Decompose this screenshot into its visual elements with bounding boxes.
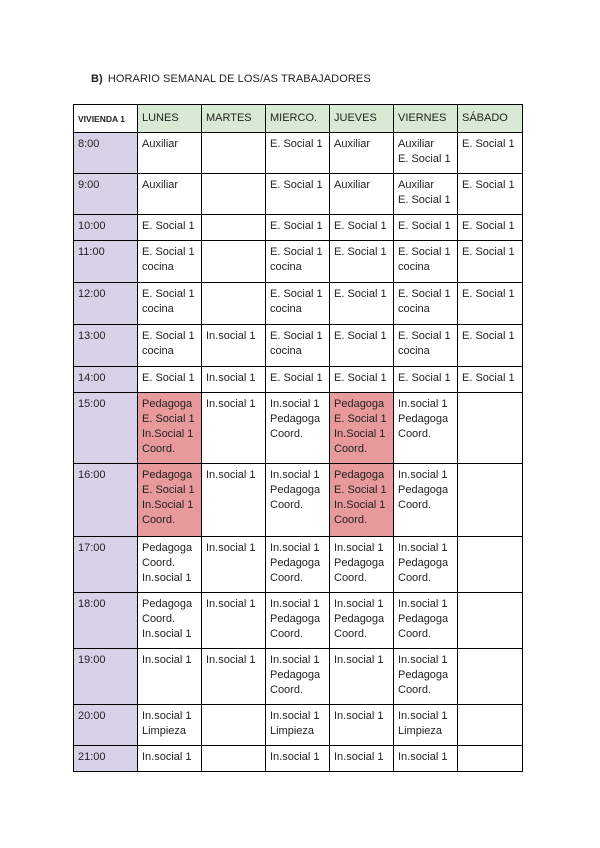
cell-line: In.social 1: [398, 598, 448, 610]
cell-line: E. Social 1: [398, 194, 451, 206]
schedule-cell: [394, 325, 458, 367]
cell-line: Coord.: [398, 572, 432, 584]
cell-line: In.social 1: [142, 751, 192, 763]
cell-line: E. Social 1: [142, 372, 195, 384]
time-cell: 16:00: [74, 464, 138, 537]
schedule-cell: [394, 367, 458, 393]
cell-line: E. Social 1: [270, 220, 323, 232]
cell-line: cocina: [398, 303, 430, 315]
schedule-cell: [266, 593, 330, 649]
cell-line: In.social 1: [270, 542, 320, 554]
schedule-cell: [458, 174, 523, 215]
table-row: [74, 133, 523, 174]
cell-line: In.social 1: [270, 598, 320, 610]
schedule-cell: [458, 393, 523, 464]
cell-line: E. Social 1: [142, 413, 195, 425]
cell-line: In.social 1: [270, 398, 320, 410]
schedule-cell: [138, 746, 202, 772]
schedule-cell: [266, 649, 330, 705]
schedule-cell: [266, 393, 330, 464]
cell-line: Pedagoga: [334, 557, 385, 569]
cell-line: E. Social 1: [398, 372, 451, 384]
cell-line: In.social 1: [334, 654, 384, 666]
cell-line: Auxiliar: [334, 179, 371, 191]
time-cell: 20:00: [74, 705, 138, 746]
schedule-cell: [330, 215, 394, 241]
cell-line: Coord.: [270, 572, 304, 584]
schedule-cell: [202, 283, 266, 325]
cell-line: cocina: [398, 345, 430, 357]
schedule-cell: [394, 593, 458, 649]
schedule-cell: [266, 537, 330, 593]
schedule-cell: [330, 367, 394, 393]
cell-line: Pedagoga: [270, 613, 321, 625]
schedule-cell: [266, 283, 330, 325]
table-row: [74, 593, 523, 649]
schedule-cell: [266, 325, 330, 367]
schedule-cell: [458, 593, 523, 649]
table-row: [74, 367, 523, 393]
cell-line: In.social 1: [142, 654, 192, 666]
cell-line: In.social 1: [398, 542, 448, 554]
time-cell: 21:00: [74, 746, 138, 772]
cell-line: Coord.: [334, 443, 368, 455]
schedule-cell: [266, 746, 330, 772]
cell-line: Pedagoga: [270, 669, 321, 681]
schedule-cell: [138, 174, 202, 215]
schedule-cell: [394, 746, 458, 772]
schedule-cell: [266, 464, 330, 537]
cell-line: In.social 1: [270, 751, 320, 763]
cell-line: Pedagoga: [334, 469, 385, 481]
cell-line: E. Social 1: [398, 330, 451, 342]
section-title-text: HORARIO SEMANAL DE LOS/AS TRABAJADORES: [107, 73, 371, 85]
schedule-table: [73, 104, 523, 772]
table-row: [74, 241, 523, 283]
cell-line: E. Social 1: [270, 179, 323, 191]
time-cell: 10:00: [74, 215, 138, 241]
time-cell: 11:00: [74, 241, 138, 283]
cell-line: Pedagoga: [142, 469, 193, 481]
cell-line: Pedagoga: [398, 484, 449, 496]
cell-line: In.social 1: [334, 542, 384, 554]
cell-line: Coord.: [334, 572, 368, 584]
cell-line: E. Social 1: [270, 246, 323, 258]
cell-line: E. Social 1: [398, 246, 451, 258]
cell-line: In.social 1: [142, 572, 192, 584]
cell-line: E. Social 1: [270, 330, 323, 342]
cell-line: In.Social 1: [142, 499, 194, 511]
day-header: SÁBADO: [458, 105, 523, 133]
cell-line: In.social 1: [206, 598, 256, 610]
cell-line: E. Social 1: [398, 220, 451, 232]
time-cell: 19:00: [74, 649, 138, 705]
schedule-cell: [202, 215, 266, 241]
cell-line: cocina: [142, 261, 174, 273]
corner-cell: VIVIENDA 1: [74, 105, 138, 133]
cell-line: cocina: [142, 303, 174, 315]
section-title: [91, 73, 371, 85]
cell-line: Coord.: [398, 499, 432, 511]
time-cell: 18:00: [74, 593, 138, 649]
schedule-cell: [266, 215, 330, 241]
schedule-cell: [330, 174, 394, 215]
cell-line: Coord.: [270, 499, 304, 511]
schedule-cell: [138, 464, 202, 537]
cell-line: E. Social 1: [462, 138, 515, 150]
cell-line: E. Social 1: [142, 246, 195, 258]
schedule-cell: [458, 537, 523, 593]
cell-line: In.social 1: [398, 710, 448, 722]
cell-line: E. Social 1: [142, 330, 195, 342]
cell-line: In.social 1: [142, 628, 192, 640]
cell-line: E. Social 1: [270, 288, 323, 300]
schedule-cell: [458, 649, 523, 705]
cell-line: cocina: [270, 303, 302, 315]
table-row: [74, 215, 523, 241]
schedule-cell: [330, 537, 394, 593]
cell-line: E. Social 1: [462, 220, 515, 232]
cell-line: Coord.: [398, 684, 432, 696]
schedule-cell: [266, 133, 330, 174]
cell-line: E. Social 1: [462, 372, 515, 384]
schedule-cell: [202, 393, 266, 464]
cell-line: Coord.: [334, 514, 368, 526]
table-row: [74, 649, 523, 705]
cell-line: Coord.: [334, 628, 368, 640]
schedule-cell: [458, 241, 523, 283]
cell-line: In.social 1: [206, 372, 256, 384]
schedule-cell: [138, 705, 202, 746]
cell-line: In.social 1: [398, 469, 448, 481]
cell-line: E. Social 1: [398, 153, 451, 165]
schedule-cell: [266, 705, 330, 746]
cell-line: In.social 1: [334, 710, 384, 722]
schedule-cell: [138, 133, 202, 174]
table-row: [74, 537, 523, 593]
schedule-cell: [138, 367, 202, 393]
cell-line: Coord.: [142, 514, 176, 526]
schedule-cell: [330, 393, 394, 464]
cell-line: Pedagoga: [142, 542, 193, 554]
time-cell: 15:00: [74, 393, 138, 464]
cell-line: E. Social 1: [334, 413, 387, 425]
schedule-cell: [458, 283, 523, 325]
schedule-cell: [458, 705, 523, 746]
cell-line: E. Social 1: [334, 372, 387, 384]
cell-line: E. Social 1: [462, 246, 515, 258]
cell-line: Coord.: [398, 628, 432, 640]
cell-line: Pedagoga: [398, 557, 449, 569]
table-row: [74, 174, 523, 215]
cell-line: Pedagoga: [398, 613, 449, 625]
cell-line: In.social 1: [398, 654, 448, 666]
cell-line: E. Social 1: [270, 138, 323, 150]
cell-line: Pedagoga: [398, 413, 449, 425]
schedule-cell: [266, 174, 330, 215]
time-cell: 17:00: [74, 537, 138, 593]
cell-line: In.social 1: [270, 654, 320, 666]
table-row: [74, 325, 523, 367]
cell-line: cocina: [398, 261, 430, 273]
schedule-cell: [394, 649, 458, 705]
cell-line: E. Social 1: [334, 246, 387, 258]
schedule-cell: [138, 241, 202, 283]
schedule-cell: [138, 325, 202, 367]
schedule-cell: [330, 593, 394, 649]
schedule-cell: [394, 133, 458, 174]
schedule-cell: [138, 393, 202, 464]
cell-line: In.social 1: [270, 710, 320, 722]
schedule-cell: [202, 705, 266, 746]
day-header: MARTES: [202, 105, 266, 133]
cell-line: E. Social 1: [462, 288, 515, 300]
schedule-cell: [458, 325, 523, 367]
cell-line: E. Social 1: [334, 484, 387, 496]
cell-line: Coord.: [142, 557, 176, 569]
time-cell: 9:00: [74, 174, 138, 215]
schedule-cell: [394, 215, 458, 241]
schedule-cell: [202, 593, 266, 649]
cell-line: Auxiliar: [142, 138, 179, 150]
table-row: [74, 705, 523, 746]
schedule-cell: [458, 215, 523, 241]
schedule-cell: [266, 367, 330, 393]
schedule-cell: [330, 705, 394, 746]
schedule-cell: [458, 133, 523, 174]
cell-line: cocina: [142, 345, 174, 357]
cell-line: In.social 1: [206, 654, 256, 666]
schedule-cell: [202, 133, 266, 174]
day-header: LUNES: [138, 105, 202, 133]
cell-line: In.social 1: [206, 469, 256, 481]
schedule-cell: [458, 746, 523, 772]
cell-line: In.Social 1: [334, 428, 386, 440]
cell-line: Pedagoga: [270, 413, 321, 425]
schedule-cell: [330, 325, 394, 367]
schedule-cell: [266, 241, 330, 283]
cell-line: Auxiliar: [398, 138, 435, 150]
cell-line: E. Social 1: [462, 330, 515, 342]
schedule-cell: [138, 215, 202, 241]
cell-line: E. Social 1: [334, 330, 387, 342]
cell-line: In.social 1: [398, 751, 448, 763]
schedule-cell: [202, 649, 266, 705]
cell-line: Pedagoga: [142, 598, 193, 610]
cell-line: Pedagoga: [334, 613, 385, 625]
schedule-cell: [202, 241, 266, 283]
cell-line: Coord.: [270, 684, 304, 696]
schedule-cell: [458, 367, 523, 393]
cell-line: Limpieza: [270, 725, 315, 737]
schedule-cell: [138, 593, 202, 649]
schedule-cell: [202, 174, 266, 215]
cell-line: E. Social 1: [398, 288, 451, 300]
schedule-cell: [394, 283, 458, 325]
cell-line: cocina: [270, 345, 302, 357]
section-letter: B): [91, 73, 103, 85]
cell-line: In.social 1: [334, 598, 384, 610]
schedule-cell: [202, 746, 266, 772]
schedule-body: [74, 133, 523, 772]
cell-line: E. Social 1: [334, 220, 387, 232]
cell-line: E. Social 1: [334, 288, 387, 300]
cell-line: E. Social 1: [142, 220, 195, 232]
schedule-cell: [394, 241, 458, 283]
cell-line: E. Social 1: [142, 288, 195, 300]
cell-line: In.social 1: [398, 398, 448, 410]
cell-line: Pedagoga: [270, 557, 321, 569]
cell-line: In.social 1: [206, 542, 256, 554]
schedule-cell: [394, 393, 458, 464]
schedule-cell: [202, 464, 266, 537]
schedule-cell: [458, 464, 523, 537]
schedule-cell: [394, 174, 458, 215]
cell-line: In.social 1: [270, 469, 320, 481]
table-row: [74, 393, 523, 464]
time-cell: 12:00: [74, 283, 138, 325]
cell-line: Coord.: [142, 613, 176, 625]
schedule-cell: [394, 537, 458, 593]
schedule-cell: [394, 705, 458, 746]
table-row: [74, 464, 523, 537]
header-row: [74, 105, 523, 133]
table-row: [74, 283, 523, 325]
schedule-cell: [330, 464, 394, 537]
cell-line: In.social 1: [206, 398, 256, 410]
cell-line: Coord.: [142, 443, 176, 455]
cell-line: In.social 1: [142, 710, 192, 722]
cell-line: cocina: [270, 261, 302, 273]
cell-line: In.Social 1: [142, 428, 194, 440]
cell-line: In.social 1: [206, 330, 256, 342]
schedule-cell: [202, 325, 266, 367]
schedule-cell: [330, 283, 394, 325]
cell-line: In.Social 1: [334, 499, 386, 511]
cell-line: Limpieza: [398, 725, 443, 737]
cell-line: Auxiliar: [142, 179, 179, 191]
time-cell: 14:00: [74, 367, 138, 393]
schedule-cell: [330, 746, 394, 772]
schedule-cell: [202, 367, 266, 393]
cell-line: Pedagoga: [334, 398, 385, 410]
schedule-cell: [138, 537, 202, 593]
schedule-cell: [330, 133, 394, 174]
time-cell: 8:00: [74, 133, 138, 174]
cell-line: E. Social 1: [462, 179, 515, 191]
cell-line: Coord.: [398, 428, 432, 440]
cell-line: Auxiliar: [334, 138, 371, 150]
schedule-cell: [138, 649, 202, 705]
day-header: JUEVES: [330, 105, 394, 133]
schedule-cell: [330, 649, 394, 705]
schedule-cell: [394, 464, 458, 537]
schedule-cell: [202, 537, 266, 593]
cell-line: In.social 1: [334, 751, 384, 763]
cell-line: Pedagoga: [270, 484, 321, 496]
cell-line: E. Social 1: [142, 484, 195, 496]
schedule-cell: [138, 283, 202, 325]
cell-line: Auxiliar: [398, 179, 435, 191]
day-header: MIERCO.: [266, 105, 330, 133]
cell-line: Pedagoga: [142, 398, 193, 410]
cell-line: Limpieza: [142, 725, 187, 737]
cell-line: Coord.: [270, 628, 304, 640]
schedule-cell: [330, 241, 394, 283]
cell-line: Pedagoga: [398, 669, 449, 681]
day-header: VIERNES: [394, 105, 458, 133]
cell-line: Coord.: [270, 428, 304, 440]
time-cell: 13:00: [74, 325, 138, 367]
table-row: [74, 746, 523, 772]
cell-line: E. Social 1: [270, 372, 323, 384]
